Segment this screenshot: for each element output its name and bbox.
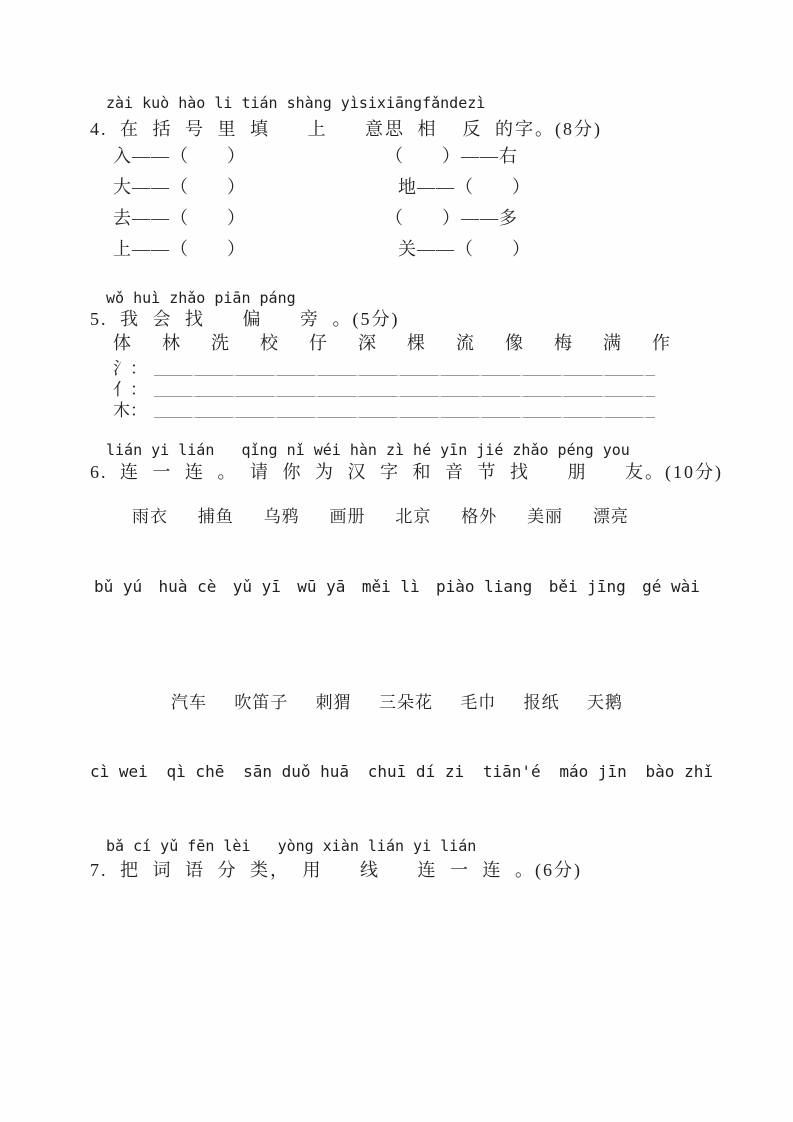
q6-pinyin-row-1	[94, 577, 700, 596]
q5-radical-row-wood	[113, 401, 655, 421]
q6-word: 天鹅	[586, 693, 623, 712]
q6-word: 三朵花	[378, 693, 433, 712]
q6-word: 吹笛子	[234, 693, 289, 712]
q6-syllable: piào liang	[435, 577, 533, 596]
q6-syllable: gé wài	[642, 577, 700, 596]
q6-syllable: huà cè	[158, 577, 217, 596]
q6-syllable: měi lì	[361, 577, 420, 596]
q5-radical-row-water	[113, 359, 655, 379]
q6-syllable: běi jīng	[548, 577, 626, 596]
q6-syllable: qì chē	[166, 762, 225, 781]
q5-character: 校	[260, 333, 278, 353]
q6-syllable: sān duǒ huā	[243, 762, 350, 781]
answer-line	[154, 395, 655, 397]
q4-blank-pair: 大——（ ）	[113, 177, 246, 197]
q4-blank-pair: （ ）——多	[385, 208, 518, 228]
q6-word-row-1	[132, 502, 629, 527]
q6-title: 6. 连 一 连 。 请 你 为 汉 字 和 音 节 找 朋 友。(10分)	[90, 462, 723, 482]
q5-character: 流	[456, 333, 474, 353]
q5-title: 5. 我 会 找 偏 旁 。(5分)	[90, 309, 400, 329]
answer-line	[154, 374, 655, 376]
q5-character-bank	[113, 329, 670, 355]
q4-title: 4. 在 括 号 里 填 上 意思 相 反 的字。(8分)	[90, 119, 602, 139]
q6-word: 美丽	[527, 507, 564, 526]
q6-word: 雨衣	[132, 507, 168, 526]
q4-blank-pair: 去——（ ）	[113, 208, 246, 228]
q7-title: 7. 把 词 语 分 类， 用 线 连 一 连 。(6分)	[90, 860, 582, 880]
q5-pinyin: wǒ huì zhǎo piān páng	[106, 289, 296, 307]
q6-syllable: wū yā	[297, 577, 346, 596]
q5-radical-label: 亻：	[113, 380, 147, 399]
q6-syllable: yǔ yī	[232, 577, 281, 596]
q6-word: 报纸	[523, 693, 560, 712]
q6-word-row-2	[171, 688, 623, 713]
q5-character: 满	[603, 333, 621, 353]
q4-blank-pair: 地——（ ）	[398, 177, 531, 197]
q6-pinyin: lián yi lián qǐng nǐ wéi hàn zì hé yīn jié zhǎo péng you	[106, 441, 630, 459]
q6-pinyin-row-2	[90, 762, 713, 781]
q4-right-column	[385, 141, 531, 265]
q4-left-column	[113, 141, 246, 265]
q6-word: 漂亮	[592, 507, 629, 526]
q6-syllable: máo jīn	[559, 762, 627, 781]
q6-word: 汽车	[171, 693, 207, 712]
q4-blank-pair: （ ）——右	[385, 146, 518, 166]
q5-character: 梅	[554, 333, 572, 353]
q6-word: 画册	[329, 507, 366, 526]
q6-syllable: tiān'é	[482, 762, 541, 781]
q5-character: 仔	[309, 333, 327, 353]
q6-word: 乌鸦	[263, 507, 300, 526]
q6-syllable: cì wei	[90, 762, 148, 781]
answer-line	[154, 416, 655, 418]
q5-character: 洗	[211, 333, 229, 353]
q6-syllable: chuī dí zi	[367, 762, 465, 781]
q5-character: 林	[162, 333, 180, 353]
q6-word: 刺猬	[315, 693, 352, 712]
q4-blank-pair: 入——（ ）	[113, 146, 246, 166]
q6-syllable: bǔ yú	[94, 577, 143, 596]
q5-character: 作	[652, 333, 670, 353]
q4-pinyin: zài kuò hào li tián shàng yìsixiāngfǎndezì	[106, 94, 486, 112]
q5-character: 体	[113, 333, 131, 353]
q4-blank-pair: 上——（ ）	[113, 239, 246, 259]
q4-blank-pair: 关——（ ）	[398, 239, 531, 259]
q6-word: 格外	[461, 507, 498, 526]
q6-word: 毛巾	[460, 693, 497, 712]
q6-word: 北京	[395, 507, 432, 526]
q5-character: 棵	[407, 333, 425, 353]
q6-word: 捕鱼	[197, 507, 234, 526]
q5-radical-row-person	[113, 380, 655, 400]
q5-character: 深	[358, 333, 376, 353]
q5-radical-label: 木：	[113, 401, 147, 420]
q7-pinyin: bǎ cí yǔ fēn lèi yòng xiàn lián yi lián	[106, 837, 477, 855]
q5-character: 像	[505, 333, 523, 353]
q5-radical-label: 氵：	[113, 359, 147, 378]
q6-syllable: bào zhǐ	[645, 762, 713, 781]
